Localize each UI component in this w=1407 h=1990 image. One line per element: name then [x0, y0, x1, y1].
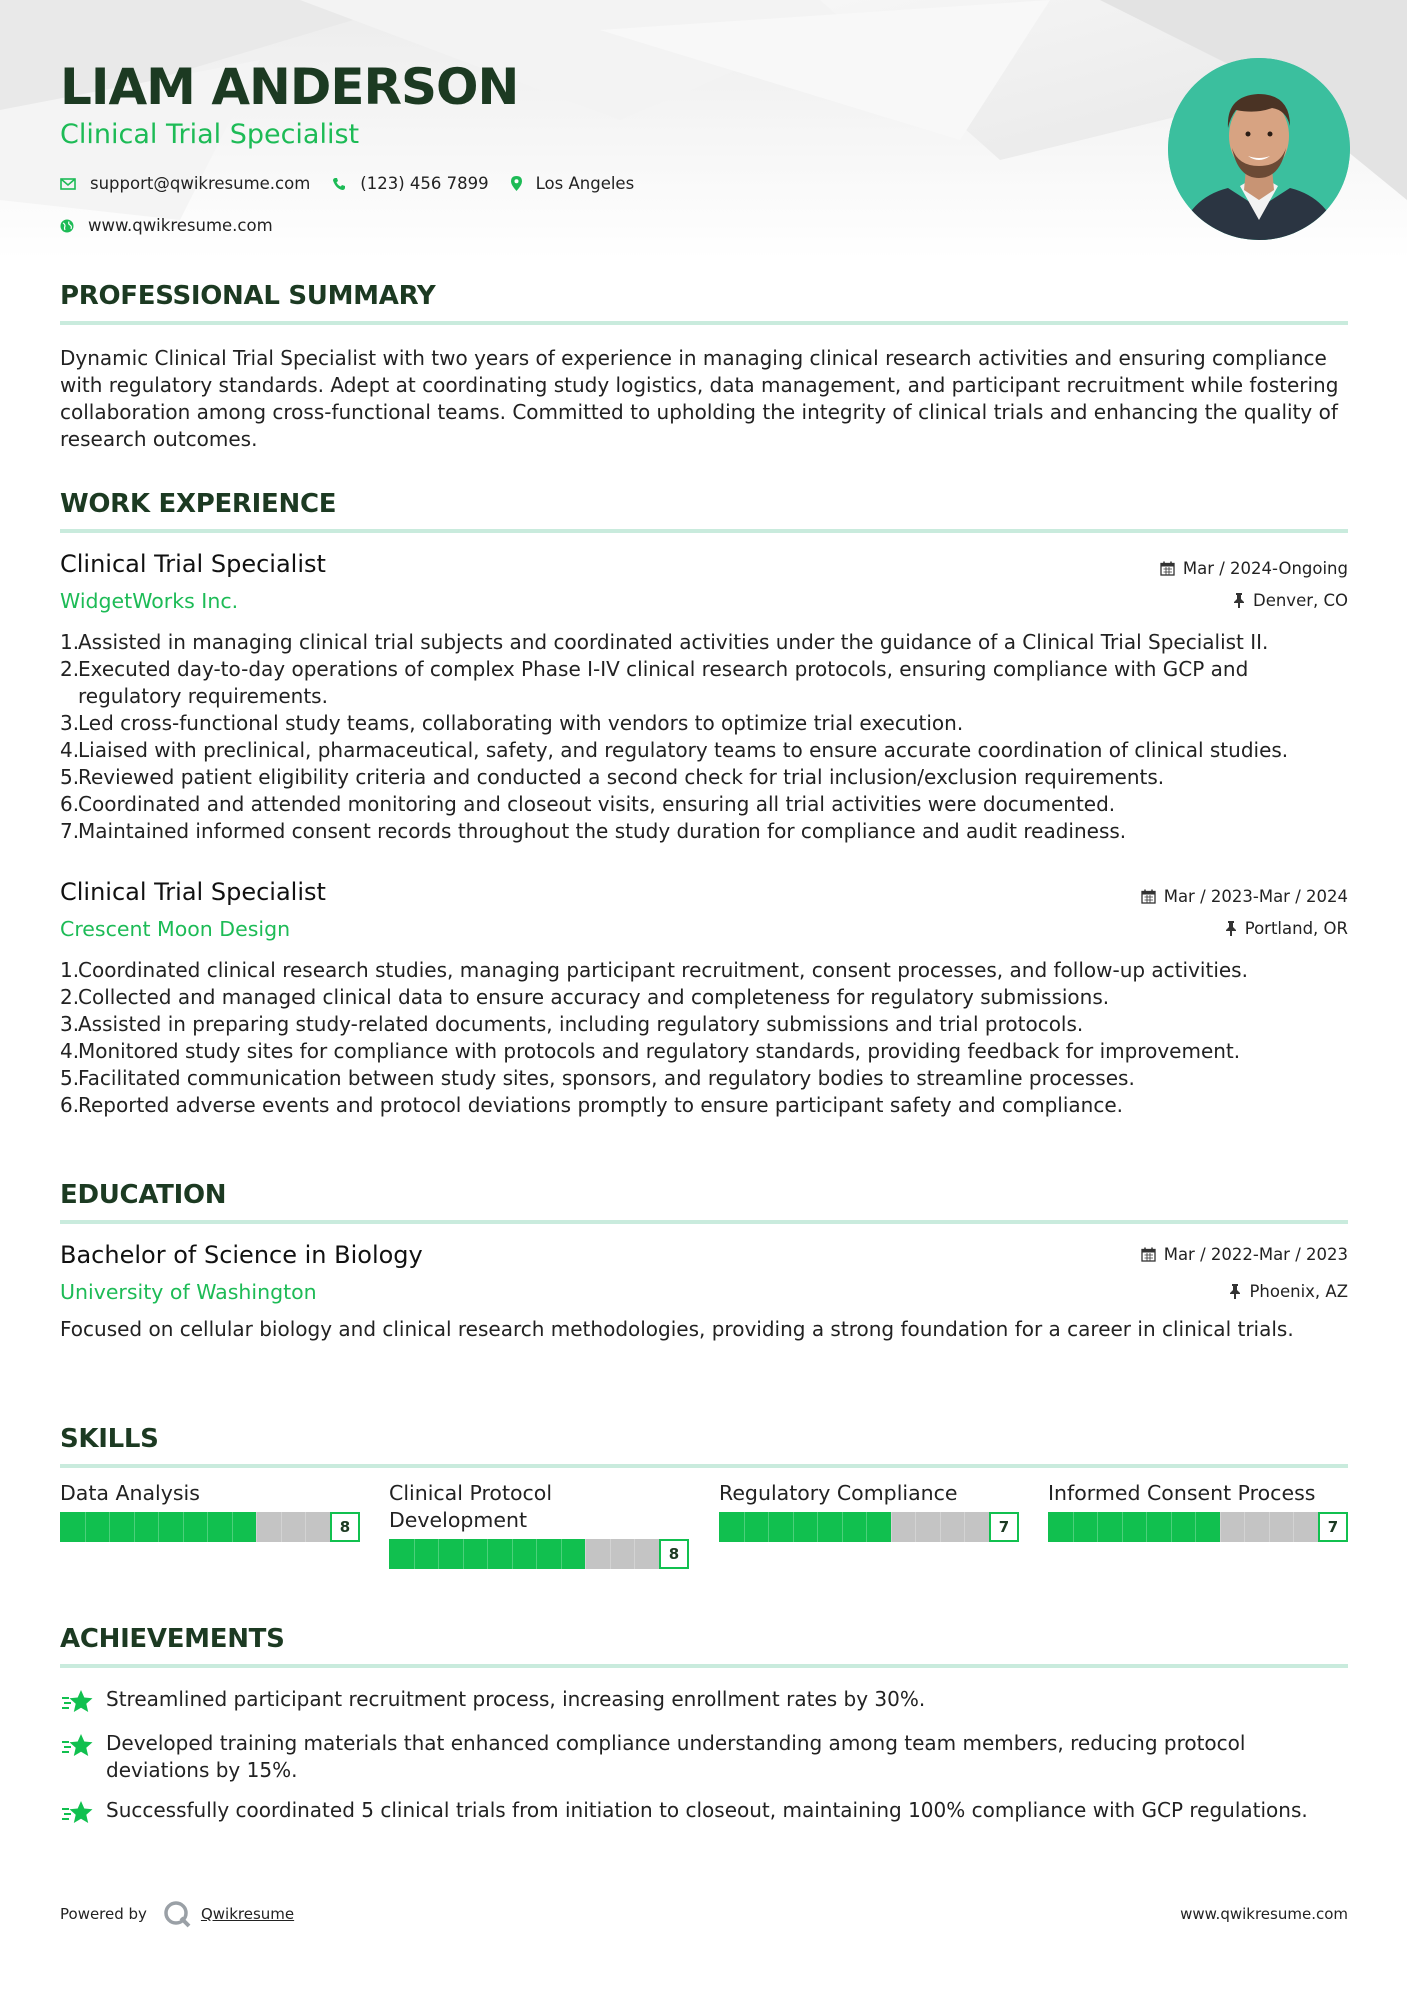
skill-bar-segment	[634, 1539, 635, 1569]
job-dates-text: Mar / 2023-Mar / 2024	[1163, 887, 1348, 906]
skill-name: Clinical Protocol Development	[389, 1481, 553, 1532]
list-item: 4. Liaised with preclinical, pharmaceutical, safety, and regulatory teams to ensure accurate coordination of clinical studies.	[60, 738, 1289, 762]
school-name: University of Washington	[60, 1280, 317, 1304]
email-contact[interactable]	[60, 174, 310, 193]
skill-bar-segment	[414, 1539, 415, 1569]
company-name: Crescent Moon Design	[60, 917, 291, 941]
powered-by-label: Powered by	[60, 1905, 147, 1923]
skill-bar-segment	[1146, 1512, 1147, 1542]
footer-powered-by	[60, 1898, 294, 1930]
skill-bar-segment	[438, 1539, 439, 1569]
skill-bar-segment	[1122, 1512, 1123, 1542]
skill-bar	[60, 1512, 360, 1542]
calendar-icon	[1141, 1247, 1156, 1262]
achievement-item	[60, 1730, 1348, 1784]
job-location	[1225, 919, 1348, 938]
skill-bar-segment	[536, 1539, 537, 1569]
job-bullet-list	[60, 957, 1348, 1119]
list-item: 4. Monitored study sites for compliance with protocols and regulatory standards, providing feedback for improvement.	[60, 1039, 1241, 1063]
job-dates-text: Mar / 2024-Ongoing	[1182, 559, 1348, 578]
location-contact	[511, 174, 635, 193]
list-item: 5. Facilitated communication between study sites, sponsors, and regulatory bodies to streamline processes.	[60, 1066, 1135, 1090]
skill-bar-fill	[719, 1512, 891, 1542]
achievement-item	[60, 1797, 1348, 1826]
education-heading: EDUCATION	[60, 1180, 227, 1210]
skill-bar-segment	[183, 1512, 184, 1542]
website-text: www.qwikresume.com	[88, 216, 273, 235]
job-location-text: Portland, OR	[1244, 919, 1348, 938]
education-location-text: Phoenix, AZ	[1249, 1282, 1348, 1301]
skill-bar-segment	[1220, 1512, 1221, 1542]
skill-item	[719, 1480, 1019, 1542]
skill-level: 8	[659, 1539, 689, 1569]
envelope-icon	[60, 178, 76, 190]
star-badge-icon	[60, 1689, 96, 1715]
skill-bar-segment	[585, 1539, 586, 1569]
skill-bar-segment	[940, 1512, 941, 1542]
list-item: 2. Executed day-to-day operations of complex Phase I-IV clinical research protocols, ensuring compliance with GCP and regulatory requirements.	[60, 657, 1249, 708]
skill-bar-segment	[232, 1512, 233, 1542]
calendar-icon	[1160, 561, 1175, 576]
footer-website[interactable]: www.qwikresume.com	[1180, 1905, 1348, 1923]
skill-bar-segment	[610, 1539, 611, 1569]
skill-bar-segment	[281, 1512, 282, 1542]
pushpin-icon	[1229, 1284, 1241, 1299]
skill-bar-segment	[463, 1539, 464, 1569]
skill-bar-segment	[1171, 1512, 1172, 1542]
list-item: 3. Assisted in preparing study-related documents, including regulatory submissions and trial protocols.	[60, 1012, 1084, 1036]
skill-bar-segment	[842, 1512, 843, 1542]
degree-title: Bachelor of Science in Biology	[60, 1241, 423, 1269]
skill-name: Data Analysis	[60, 1481, 200, 1505]
skill-name: Informed Consent Process	[1048, 1481, 1316, 1505]
skill-bar-segment	[891, 1512, 892, 1542]
job-dates	[1141, 887, 1348, 906]
skill-bar-segment	[793, 1512, 794, 1542]
skill-bar	[719, 1512, 1019, 1542]
skill-bar-segment	[561, 1539, 562, 1569]
skill-bar-segment	[1195, 1512, 1196, 1542]
skill-bar-segment	[512, 1539, 513, 1569]
skill-name: Regulatory Compliance	[719, 1481, 958, 1505]
summary-text: Dynamic Clinical Trial Specialist with two years of experience in managing clinical research activities and ensuring compliance with regulatory standards. Adept at coordinating study logistics, data management, and participant recruitment while fostering collaboration among cross-functional teams. Committed to upholding the integrity of clinical trials and enhancing the quality of research outcomes.	[60, 346, 1339, 451]
location-text: Los Angeles	[535, 174, 635, 193]
contact-row	[60, 174, 656, 193]
skill-bar-segment	[915, 1512, 916, 1542]
skill-bar-segment	[768, 1512, 769, 1542]
qwikresume-logo-icon	[161, 1898, 193, 1930]
profile-photo	[1168, 58, 1350, 240]
website-contact[interactable]	[60, 216, 273, 235]
website-row	[60, 216, 295, 235]
company-name: WidgetWorks Inc.	[60, 589, 239, 613]
job-location-text: Denver, CO	[1252, 591, 1348, 610]
experience-divider	[60, 529, 1348, 533]
skill-bar-segment	[1293, 1512, 1294, 1542]
job-title: Clinical Trial Specialist	[60, 878, 326, 906]
skill-bar-fill	[1048, 1512, 1220, 1542]
list-item: 1. Assisted in managing clinical trial subjects and coordinated activities under the guidance of a Clinical Trial Specialist II.	[60, 630, 1269, 654]
skills-heading: SKILLS	[60, 1424, 159, 1454]
qwikresume-link[interactable]: Qwikresume	[200, 1905, 295, 1923]
star-badge-icon	[60, 1800, 96, 1826]
skill-level: 7	[989, 1512, 1019, 1542]
map-pin-icon	[511, 176, 522, 191]
list-item: 7. Maintained informed consent records throughout the study duration for compliance and audit readiness.	[60, 819, 1127, 843]
candidate-title: Clinical Trial Specialist	[60, 119, 360, 150]
skill-bar-segment	[158, 1512, 159, 1542]
job-location	[1233, 591, 1348, 610]
skill-bar-segment	[487, 1539, 488, 1569]
list-item: 1. Coordinated clinical research studies, managing participant recruitment, consent processes, and follow-up activities.	[60, 958, 1248, 982]
skill-bar-segment	[207, 1512, 208, 1542]
star-badge-icon	[60, 1733, 96, 1759]
calendar-icon	[1141, 889, 1156, 904]
job-dates	[1160, 559, 1348, 578]
achievements-heading: ACHIEVEMENTS	[60, 1624, 285, 1654]
achievement-item	[60, 1686, 1348, 1715]
skill-item	[1048, 1480, 1348, 1542]
skills-divider	[60, 1464, 1348, 1468]
pushpin-icon	[1225, 921, 1237, 936]
skill-bar-segment	[964, 1512, 965, 1542]
skill-bar-segment	[1244, 1512, 1245, 1542]
candidate-name: LIAM ANDERSON	[60, 58, 519, 116]
achievements-divider	[60, 1664, 1348, 1668]
list-item: 6. Reported adverse events and protocol deviations promptly to ensure participant safety and compliance.	[60, 1093, 1123, 1117]
achievement-text: Successfully coordinated 5 clinical trials from initiation to closeout, maintaining 100% compliance with GCP regulations.	[106, 1798, 1308, 1822]
globe-icon	[60, 219, 74, 233]
pushpin-icon	[1233, 593, 1245, 608]
skill-bar	[1048, 1512, 1348, 1542]
skill-level: 7	[1318, 1512, 1348, 1542]
skill-bar	[389, 1539, 689, 1569]
email-text: support@qwikresume.com	[90, 174, 311, 193]
skill-bar-segment	[1073, 1512, 1074, 1542]
phone-icon	[332, 177, 346, 191]
job-title: Clinical Trial Specialist	[60, 550, 326, 578]
list-item: 5. Reviewed patient eligibility criteria and conducted a second check for trial inclusion/exclusion requirements.	[60, 765, 1165, 789]
skill-bar-segment	[817, 1512, 818, 1542]
summary-divider	[60, 321, 1348, 325]
list-item: 3. Led cross-functional study teams, collaborating with vendors to optimize trial execution.	[60, 711, 964, 735]
list-item: 2. Collected and managed clinical data to ensure accuracy and completeness for regulatory submissions.	[60, 985, 1110, 1009]
skill-level: 8	[330, 1512, 360, 1542]
skill-bar-segment	[109, 1512, 110, 1542]
skill-bar-segment	[256, 1512, 257, 1542]
job-bullet-list	[60, 629, 1348, 845]
skill-bar-segment	[85, 1512, 86, 1542]
education-dates	[1141, 1245, 1348, 1264]
skill-item	[60, 1480, 360, 1542]
phone-contact[interactable]	[332, 174, 488, 193]
skill-bar-segment	[1269, 1512, 1270, 1542]
experience-heading: WORK EXPERIENCE	[60, 489, 337, 519]
list-item: 6. Coordinated and attended monitoring and closeout visits, ensuring all trial activities were documented.	[60, 792, 1116, 816]
skill-item	[389, 1480, 689, 1569]
skill-bar-segment	[134, 1512, 135, 1542]
skill-bar-segment	[866, 1512, 867, 1542]
education-dates-text: Mar / 2022-Mar / 2023	[1163, 1245, 1348, 1264]
achievement-text: Streamlined participant recruitment process, increasing enrollment rates by 30%.	[106, 1687, 926, 1711]
phone-text: (123) 456 7899	[360, 174, 489, 193]
education-location	[1229, 1282, 1348, 1301]
education-description: Focused on cellular biology and clinical research methodologies, providing a strong foundation for a career in clinical trials.	[60, 1317, 1294, 1341]
skill-bar-segment	[305, 1512, 306, 1542]
skill-bar-segment	[1097, 1512, 1098, 1542]
summary-heading: PROFESSIONAL SUMMARY	[60, 281, 436, 311]
skill-bar-segment	[744, 1512, 745, 1542]
education-divider	[60, 1220, 1348, 1224]
achievement-text: Developed training materials that enhanced compliance understanding among team members, reducing protocol deviations by 15%.	[106, 1731, 1246, 1782]
